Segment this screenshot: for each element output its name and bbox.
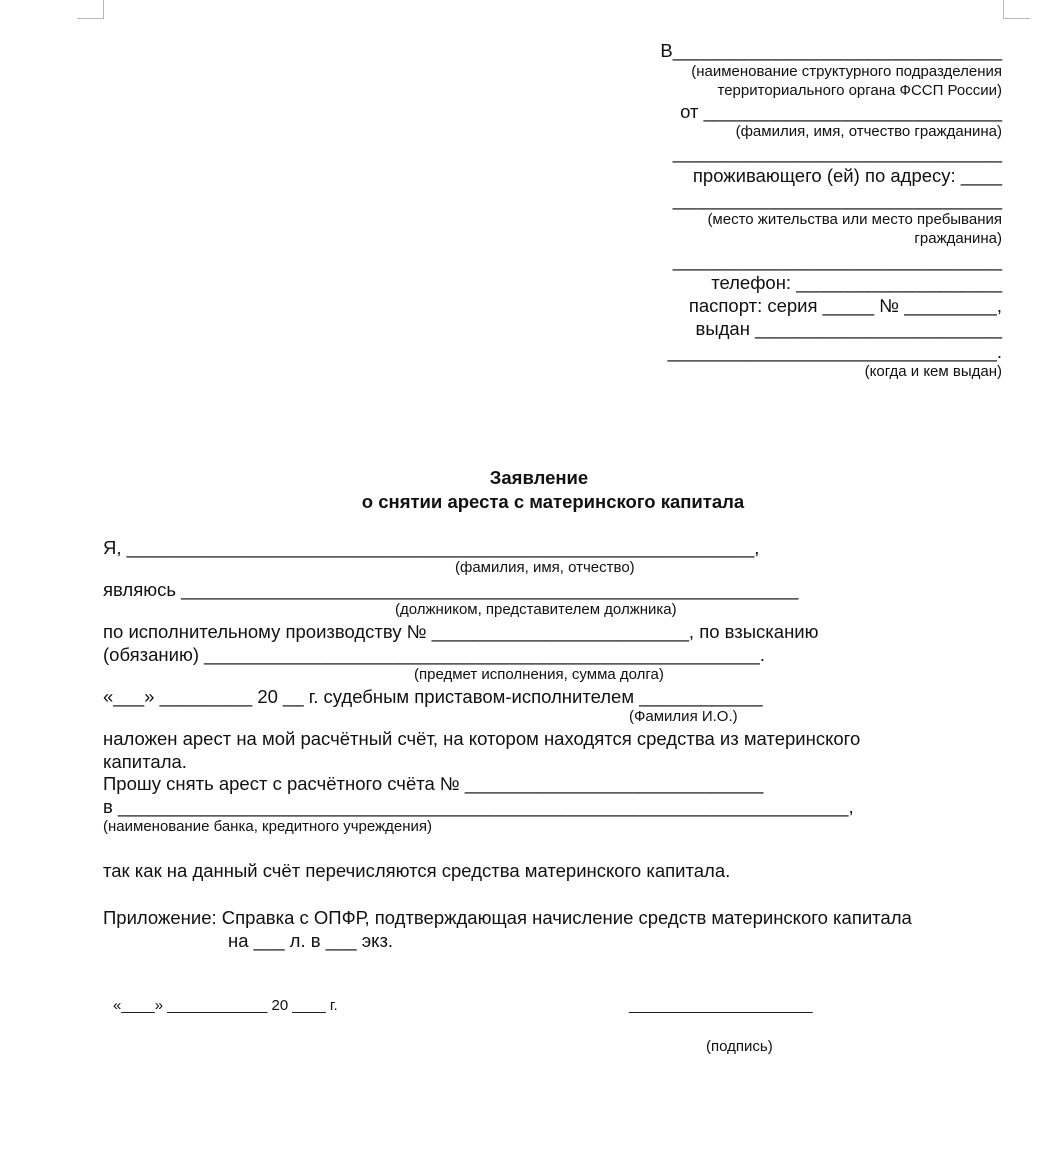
from-note: (фамилия, имя, отчество гражданина) (735, 123, 1002, 140)
obligation-note: (предмет исполнения, сумма долга) (414, 666, 664, 683)
blank-line-4: ________________________________. (667, 341, 1002, 362)
reason-line: так как на данный счёт перечисляются средства материнского капитала. (103, 860, 731, 881)
blank-line-2: ________________________________ (672, 189, 1002, 210)
from-line: от _____________________________ (680, 101, 1002, 122)
residence-note-1: (место жительства или место пребывания (707, 211, 1002, 228)
obligation-line: (обязанию) ______________________________________________________. (103, 644, 765, 665)
passport-line: паспорт: серия _____ № _________, (688, 295, 1002, 316)
blank-line-3: ________________________________ (672, 250, 1002, 271)
being-line: являюсь ____________________________________________________________ (103, 579, 799, 600)
arrest-line-1: наложен арест на мой расчётный счёт, на котором находятся средства из материнского (103, 728, 861, 749)
to-note-2: территориального органа ФССП России) (717, 82, 1002, 99)
attachment-line-1: Приложение: Справка с ОПФР, подтверждающая начисление средств материнского капитала (103, 907, 912, 928)
attachment-line-2: на ___ л. в ___ экз. (228, 930, 394, 951)
name-line: Я, _____________________________________________________________, (103, 537, 760, 558)
address-line: проживающего (ей) по адресу: ____ (692, 165, 1002, 186)
to-line: В________________________________ (660, 40, 1002, 61)
footer-date-line: «____» ____________ 20 ____ г. (113, 997, 338, 1014)
arrest-line-2: капитала. (103, 751, 187, 772)
page-corner-mark (77, 0, 104, 19)
being-note: (должником, представителем должника) (395, 601, 677, 618)
bank-note: (наименование банка, кредитного учреждения) (103, 818, 432, 835)
signature-note: (подпись) (706, 1038, 773, 1055)
issued-line: выдан ________________________ (695, 318, 1002, 339)
bank-line: в _______________________________________________________________________, (103, 796, 854, 817)
to-note-1: (наименование структурного подразделения (691, 63, 1002, 80)
request-line: Прошу снять арест с расчётного счёта № _____________________________ (103, 773, 764, 794)
phone-line: телефон: ____________________ (711, 272, 1002, 293)
blank-line-1: ________________________________ (672, 142, 1002, 163)
document-title: Заявление (489, 467, 589, 488)
residence-note-2: гражданина) (914, 230, 1002, 247)
issued-note: (когда и кем выдан) (864, 363, 1002, 380)
proceeding-line: по исполнительному производству № _________________________, по взысканию (103, 621, 819, 642)
arrest-date-line: «___» _________ 20 __ г. судебным приставом-исполнителем ____________ (103, 686, 763, 707)
page-corner-mark (1003, 0, 1030, 19)
signature-line: ______________________ (629, 997, 813, 1014)
document-subtitle: о снятии ареста с материнского капитала (361, 491, 745, 512)
name-note: (фамилия, имя, отчество) (455, 559, 635, 576)
bailiff-note: (Фамилия И.О.) (629, 708, 738, 725)
